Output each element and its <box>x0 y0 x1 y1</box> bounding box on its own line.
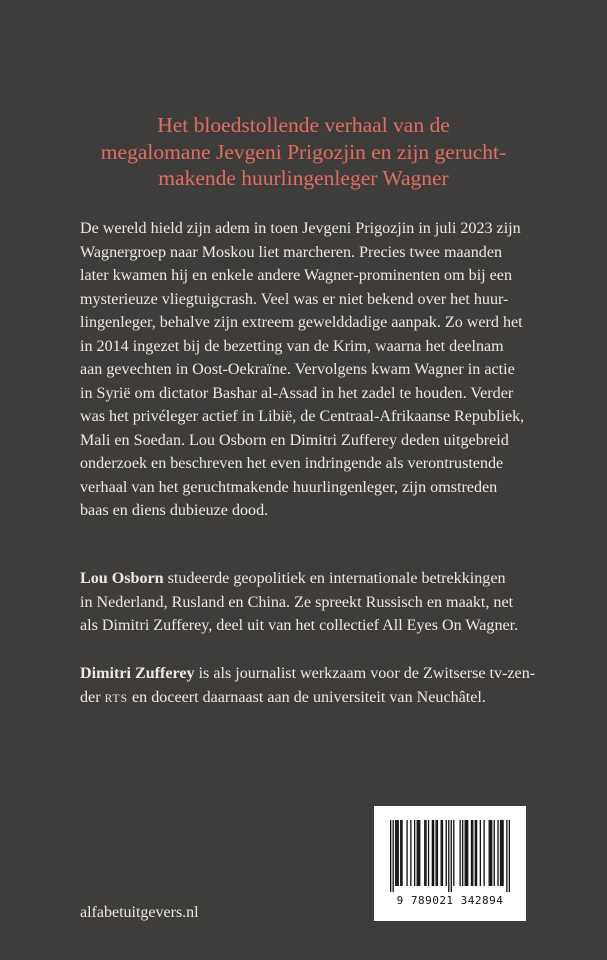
barcode-bar <box>419 820 420 886</box>
bio-line <box>80 686 540 712</box>
blurb-line: in Syrië om dictator Bashar al-Assad in het zadel te houden. Verder <box>80 384 514 402</box>
blurb-line: De wereld hield zijn adem in toen Jevgeni Prigozjin in juli 2023 zijn <box>80 220 521 237</box>
barcode-bar <box>462 820 463 886</box>
blurb-line: mysterieuze vliegtuigcrash. Veel was er niet bekend over het huur- <box>80 290 509 308</box>
blurb-line: later kwamen hij en enkele andere Wagner-prominenten om bij een <box>80 267 512 284</box>
barcode-bar <box>424 820 425 886</box>
barcode-bar <box>418 820 419 886</box>
isbn-digits: 9 789021 342894 <box>396 894 504 907</box>
barcode-bar <box>501 820 502 886</box>
broadcaster-abbreviation: RTS <box>104 692 128 705</box>
barcode-bar <box>442 820 443 886</box>
bio-line: in Nederland, Rusland en China. Ze spreekt Russisch en maakt, net <box>80 593 514 611</box>
barcode-bar <box>410 820 411 886</box>
barcode-bar <box>446 820 447 886</box>
blurb-line: baas en diens dubieuze dood. <box>80 502 269 519</box>
barcode-bar <box>425 820 426 886</box>
barcode-bar <box>435 820 436 886</box>
blurb-paragraph <box>80 217 540 523</box>
bio-text: en doceert daarnaast aan de universiteit van Neuchâtel. <box>127 688 486 706</box>
bio-line: als Dimitri Zufferey, deel uit van het collectief All Eyes On Wagner. <box>80 617 519 634</box>
barcode-bar <box>506 820 507 892</box>
barcode-bar <box>417 820 418 886</box>
barcode-bar <box>475 820 476 886</box>
bio-text: der <box>80 688 105 706</box>
author-name: Lou Osborn <box>80 570 164 587</box>
bio-line <box>80 662 540 686</box>
barcode-bar <box>509 820 510 892</box>
tagline <box>80 112 527 192</box>
publisher-url: alfabetuitgevers.nl <box>80 904 199 921</box>
tagline-line: makende huurlingenleger Wagner <box>158 166 449 190</box>
bio-text: is als journalist werkzaam voor de Zwitserse tv-zen- <box>194 665 536 682</box>
barcode-bar <box>467 820 468 886</box>
barcode-bar <box>414 820 415 886</box>
bio-line <box>80 567 540 591</box>
barcode-bar <box>390 820 391 892</box>
barcode-bar <box>489 820 490 886</box>
tagline-line: megalomane Jevgeni Prigozjin en zijn gerucht- <box>100 139 507 164</box>
barcode-bar <box>476 820 477 886</box>
barcode-bar <box>480 820 481 886</box>
author-bio-osborn <box>80 567 540 638</box>
barcode-bar <box>428 820 429 886</box>
barcode-bar <box>398 820 399 886</box>
barcode-bar <box>459 820 460 886</box>
barcode-bar <box>441 820 442 886</box>
barcode-bar <box>393 820 394 892</box>
barcode-bar <box>433 820 434 886</box>
barcode-bar <box>451 820 452 892</box>
blurb-line: verhaal van het geruchtmakende huurlingenleger, zijn omstreden <box>80 478 498 496</box>
barcode-bar <box>432 820 433 886</box>
barcode-bar <box>471 820 472 886</box>
blurb-line: aan gevechten in Oost-Oekraïne. Vervolgens kwam Wagner in actie <box>80 361 515 378</box>
author-bio-zufferey <box>80 662 540 711</box>
barcode-bar <box>497 820 498 886</box>
blurb-line: in 2014 ingezet bij de bezetting van de Krim, waarna het deelnam <box>80 337 504 355</box>
blurb-line: onderzoek en beschreven het even indringende als verontrustende <box>80 455 504 472</box>
barcode-bar <box>406 820 407 886</box>
barcode-bar <box>437 820 438 886</box>
barcode-bar <box>453 820 454 886</box>
barcode-bar <box>395 820 396 886</box>
blurb-line: was het privéleger actief in Libië, de Centraal-Afrikaanse Republiek, <box>80 408 525 425</box>
blurb-line: Mali en Soedan. Lou Osborn en Dimitri Zufferey deden uitgebreid <box>80 431 509 449</box>
barcode-bar <box>400 820 401 886</box>
blurb-line: Wagnergroep naar Moskou liet marcheren. Precies twee maanden <box>80 243 503 261</box>
barcode-bar <box>401 820 402 886</box>
barcode-bar <box>494 820 495 886</box>
barcode-bars <box>390 820 510 892</box>
author-name: Dimitri Zufferey <box>80 665 195 682</box>
barcode-bar <box>491 820 492 886</box>
tagline-line: Het bloedstollende verhaal van de <box>157 113 450 137</box>
barcode-bar <box>490 820 491 886</box>
blurb-line: lingenleger, behalve zijn extreem gewelddadige aanpak. Zo werd het <box>80 314 523 331</box>
barcode-bar <box>483 820 484 886</box>
barcode-bar <box>472 820 473 886</box>
barcode-bar <box>466 820 467 886</box>
isbn-barcode <box>374 806 526 921</box>
barcode-bar <box>502 820 503 886</box>
barcode-bar <box>396 820 397 886</box>
barcode-bar <box>465 820 466 886</box>
barcode-bar <box>448 820 449 892</box>
bio-text: studeerde geopolitiek en internationale betrekkingen <box>163 570 506 587</box>
barcode-bar <box>500 820 501 886</box>
